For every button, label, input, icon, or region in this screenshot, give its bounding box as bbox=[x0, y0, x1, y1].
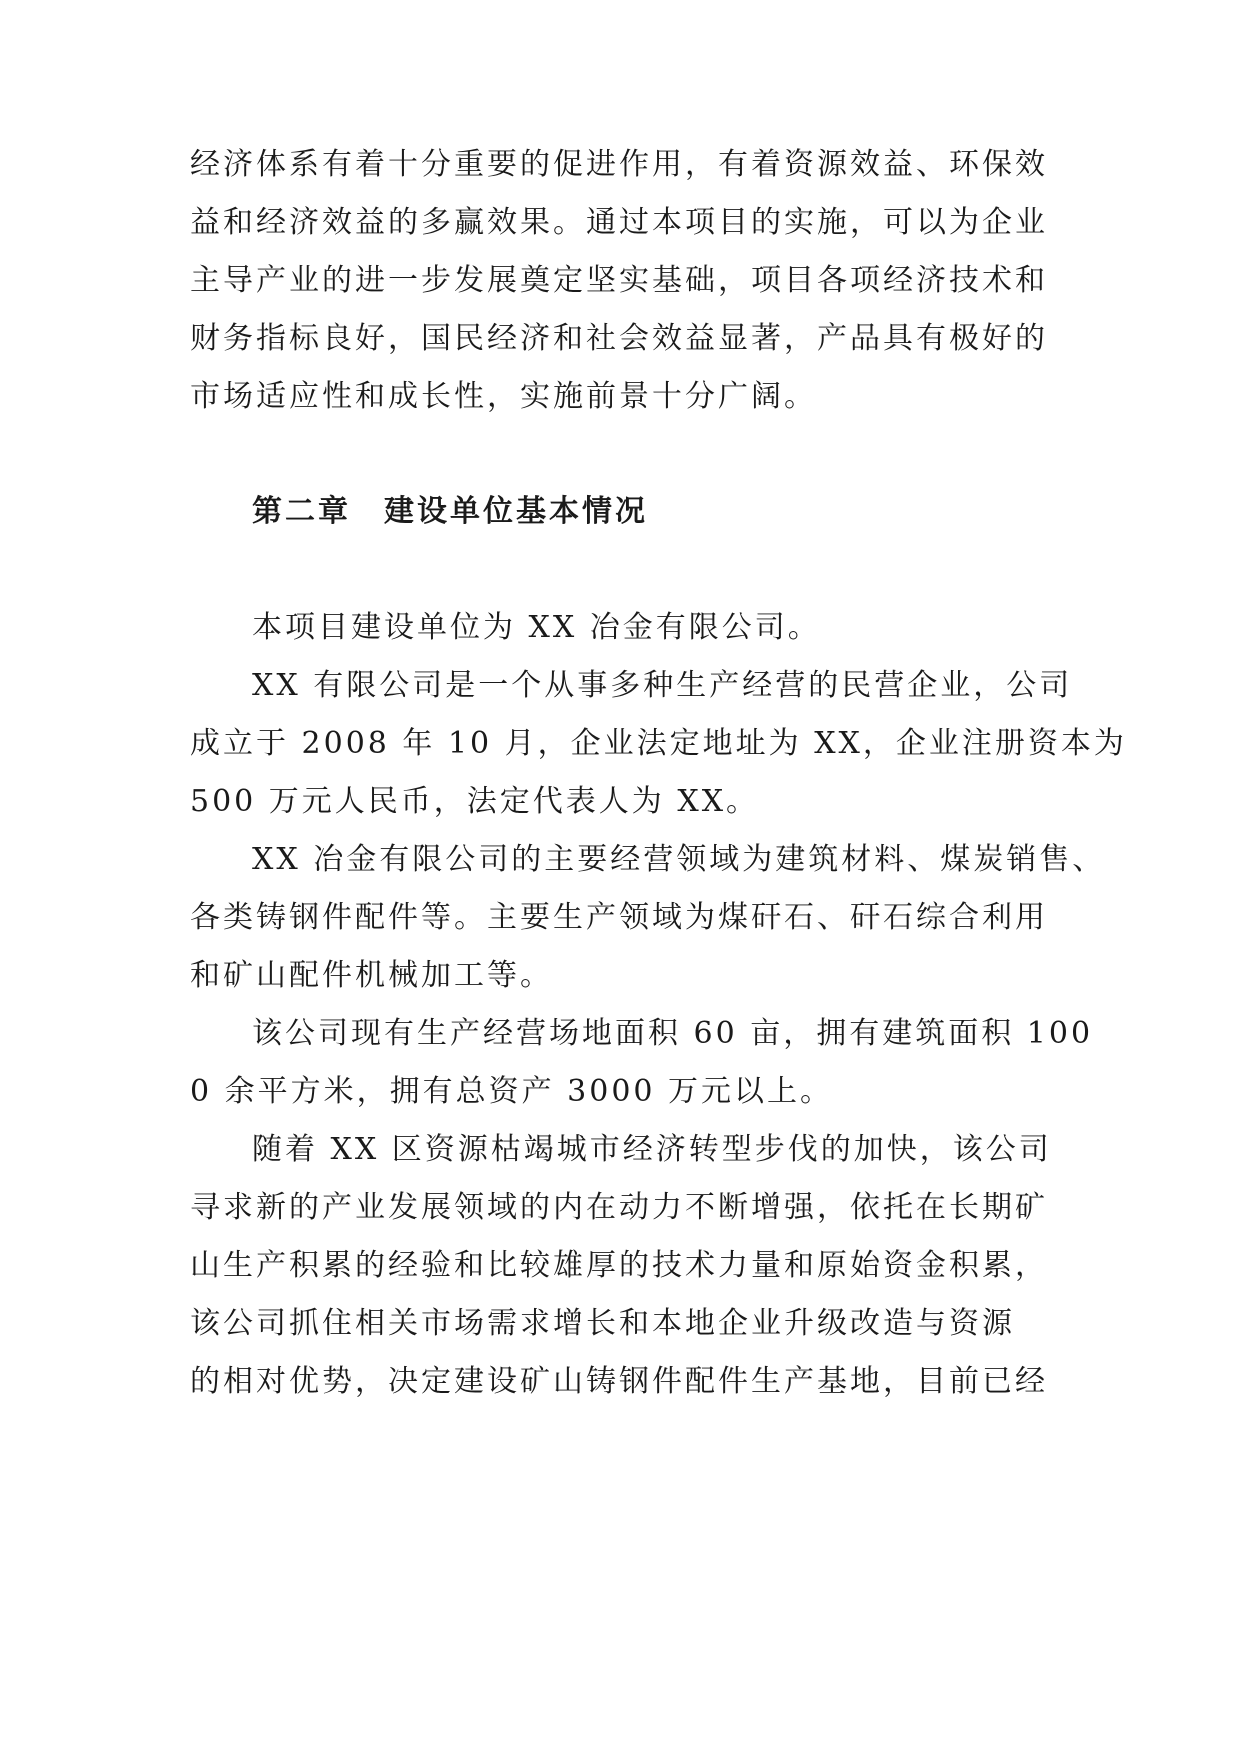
text-line: XX 有限公司是一个从事多种生产经营的民营企业，公司 bbox=[252, 668, 1073, 703]
text-line: 的相对优势，决定建设矿山铸钢件配件生产基地，目前已经 bbox=[190, 1364, 1048, 1399]
text-line: 经济体系有着十分重要的促进作用，有着资源效益、环保效 bbox=[190, 147, 1048, 182]
text-line: 随着 XX 区资源枯竭城市经济转型步伐的加快，该公司 bbox=[252, 1132, 1052, 1167]
text-line: 寻求新的产业发展领域的内在动力不断增强，依托在长期矿 bbox=[190, 1190, 1048, 1225]
text-line: 主导产业的进一步发展奠定坚实基础，项目各项经济技术和 bbox=[190, 263, 1048, 298]
text-line: XX 冶金有限公司的主要经营领域为建筑材料、煤炭销售、 bbox=[252, 842, 1106, 877]
text-line: 该公司现有生产经营场地面积 60 亩，拥有建筑面积 100 bbox=[252, 1016, 1094, 1051]
chapter-heading: 第二章 建设单位基本情况 bbox=[252, 494, 648, 529]
text-line: 各类铸钢件配件等。主要生产领域为煤矸石、矸石综合利用 bbox=[190, 900, 1048, 935]
text-line: 本项目建设单位为 XX 冶金有限公司。 bbox=[252, 610, 821, 645]
text-line: 0 余平方米，拥有总资产 3000 万元以上。 bbox=[190, 1074, 834, 1109]
text-line: 财务指标良好，国民经济和社会效益显著，产品具有极好的 bbox=[190, 321, 1048, 356]
text-line: 该公司抓住相关市场需求增长和本地企业升级改造与资源 bbox=[190, 1306, 1015, 1341]
text-line: 和矿山配件机械加工等。 bbox=[190, 958, 553, 993]
text-line: 市场适应性和成长性，实施前景十分广阔。 bbox=[190, 379, 817, 414]
text-line: 成立于 2008 年 10 月，企业法定地址为 XX，企业注册资本为 bbox=[190, 726, 1127, 761]
text-line: 500 万元人民币，法定代表人为 XX。 bbox=[190, 784, 760, 819]
text-line: 山生产积累的经验和比较雄厚的技术力量和原始资金积累， bbox=[190, 1248, 1048, 1283]
text-line: 益和经济效益的多赢效果。通过本项目的实施，可以为企业 bbox=[190, 205, 1048, 240]
